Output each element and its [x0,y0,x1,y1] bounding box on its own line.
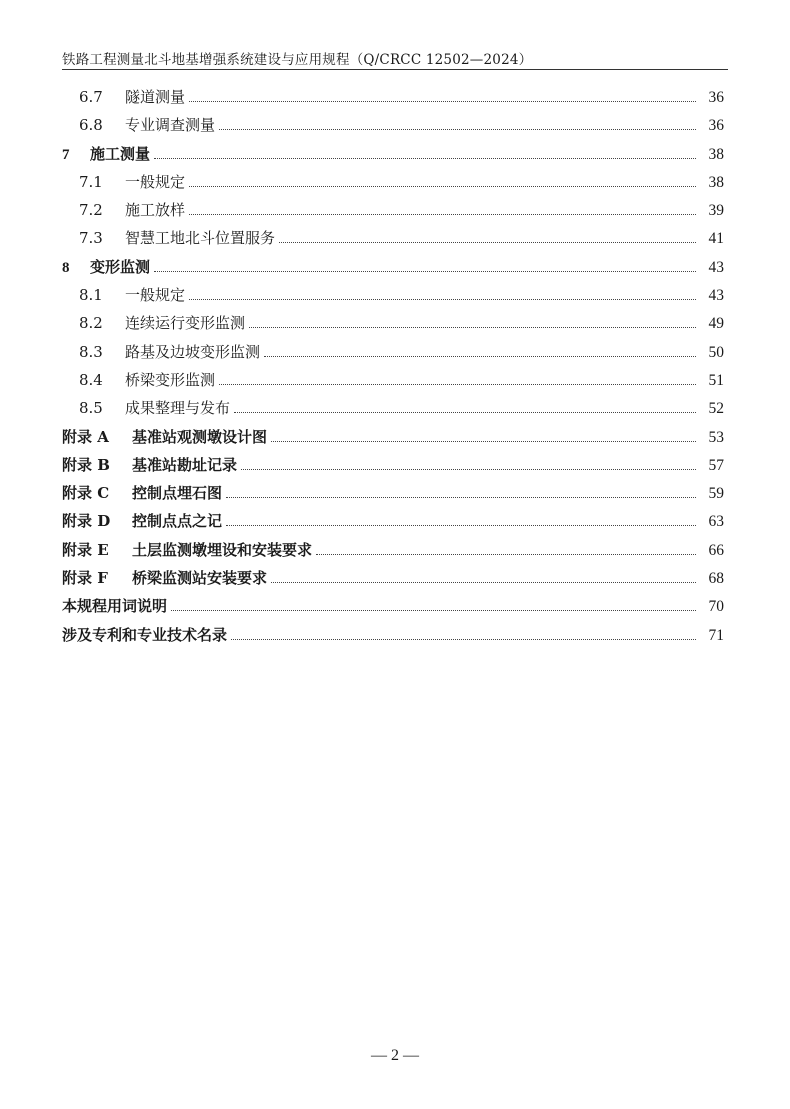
toc-entry-page: 41 [708,230,724,248]
toc-entry-title: 施工测量 [90,144,151,163]
toc-entry-title: 变形监测 [90,257,151,276]
toc-entry-page: 66 [708,541,724,559]
toc-entry-title: 土层监测墩埋设和安装要求 [132,540,313,559]
toc-entry-page: 51 [708,371,724,389]
toc-entry-title: 隧道测量 [125,88,186,106]
toc-dot-leader [271,582,696,583]
toc-entry-number: 附录 B [62,455,110,474]
toc-entry[interactable] [62,426,724,454]
toc-entry[interactable] [62,143,724,171]
toc-entry-number: 附录 C [62,484,110,503]
toc-entry-number: 7.3 [79,229,103,248]
toc-entry-title: 基准站观测墩设计图 [132,427,268,446]
toc-entry-title: 桥梁监测站安装要求 [132,569,268,588]
toc-entry-title: 连续运行变形监测 [125,314,246,333]
toc-entry-page: 63 [708,513,724,531]
toc-entry-number: 8.1 [79,286,103,305]
toc-entry-title: 路基及边坡变形监测 [125,342,261,361]
toc-dot-leader [189,299,696,300]
toc-entry-page: 71 [708,626,724,644]
toc-entry-title: 一般规定 [125,286,186,305]
toc-dot-leader [226,497,696,498]
toc-entry-number: 6.8 [79,116,103,135]
toc-entry-title: 智慧工地北斗位置服务 [125,229,276,248]
toc-entry-number: 8.3 [79,342,103,361]
toc-dot-leader [279,242,696,243]
toc-entry-title: 桥梁变形监测 [125,370,216,389]
toc-entry-page: 36 [708,89,724,106]
toc-entry[interactable] [62,567,724,595]
toc-dot-leader [264,356,696,357]
toc-entry[interactable] [62,312,724,340]
toc-entry[interactable] [62,595,724,623]
toc-entry-title: 涉及专利和专业技术名录 [62,625,228,644]
toc-entry[interactable] [62,341,724,369]
toc-entry-title: 控制点点之记 [132,512,223,531]
toc-entry[interactable] [62,624,724,652]
toc-entry[interactable] [62,482,724,510]
toc-entry-page: 43 [708,287,724,305]
toc-entry-number: 7.1 [79,172,103,191]
toc-entry[interactable] [62,454,724,482]
toc-entry[interactable] [62,539,724,567]
toc-dot-leader [189,214,696,215]
toc-entry-number: 8.4 [79,370,103,389]
toc-entry[interactable] [62,227,724,255]
toc-entry-page: 53 [708,428,724,446]
page-number: — 2 — [371,1047,419,1064]
toc-entry-number: 附录 F [62,569,108,588]
toc-entry[interactable] [62,199,724,227]
toc-entry-page: 57 [708,456,724,474]
toc-entry-title: 一般规定 [125,172,186,191]
toc-entry-number: 8 [62,259,70,276]
header-divider [62,69,728,70]
toc-entry-number: 8.5 [79,399,103,418]
toc-entry-page: 36 [708,117,724,135]
toc-entry-title: 专业调查测量 [125,116,216,135]
toc-entry-title: 成果整理与发布 [125,399,231,418]
toc-dot-leader [189,186,696,187]
toc-entry-page: 59 [708,485,724,503]
toc-dot-leader [271,441,696,442]
toc-entry-title: 本规程用词说明 [62,597,168,616]
toc-entry[interactable] [62,114,724,142]
toc-dot-leader [189,101,696,102]
toc-dot-leader [171,610,696,611]
toc-dot-leader [234,412,696,413]
toc-entry-page: 38 [708,173,724,191]
toc-entry-number: 附录 A [62,427,109,446]
table-of-contents [62,86,724,652]
toc-entry[interactable] [62,510,724,538]
toc-entry-number: 附录 E [62,540,109,559]
toc-entry-page: 52 [708,400,724,418]
toc-dot-leader [249,327,696,328]
toc-entry-number: 7.2 [79,201,103,220]
toc-dot-leader [316,554,696,555]
toc-entry[interactable] [62,284,724,312]
toc-entry-number: 附录 D [62,512,111,531]
toc-entry-page: 70 [708,598,724,616]
toc-dot-leader [154,158,696,159]
toc-entry-title: 控制点埋石图 [132,484,223,503]
toc-dot-leader [219,384,696,385]
toc-entry[interactable] [62,256,724,284]
toc-entry-title: 基准站勘址记录 [132,455,238,474]
toc-entry-title: 施工放样 [125,201,186,220]
toc-dot-leader [231,639,696,640]
running-header: 铁路工程测量北斗地基增强系统建设与应用规程（Q/CRCC 12502—2024） [62,52,533,68]
toc-entry[interactable] [62,369,724,397]
toc-dot-leader [226,525,696,526]
toc-entry-page: 68 [708,570,724,588]
toc-entry-page: 43 [708,258,724,276]
toc-entry[interactable] [62,171,724,199]
toc-entry-page: 49 [708,315,724,333]
toc-entry-page: 50 [708,343,724,361]
toc-dot-leader [154,271,696,272]
toc-entry[interactable] [62,86,724,114]
toc-entry-page: 39 [708,202,724,220]
toc-entry-number: 6.7 [79,88,103,106]
toc-entry-page: 38 [708,145,724,163]
toc-dot-leader [241,469,696,470]
toc-dot-leader [219,129,696,130]
toc-entry-number: 8.2 [79,314,103,333]
toc-entry[interactable] [62,397,724,425]
toc-entry-number: 7 [62,146,70,163]
